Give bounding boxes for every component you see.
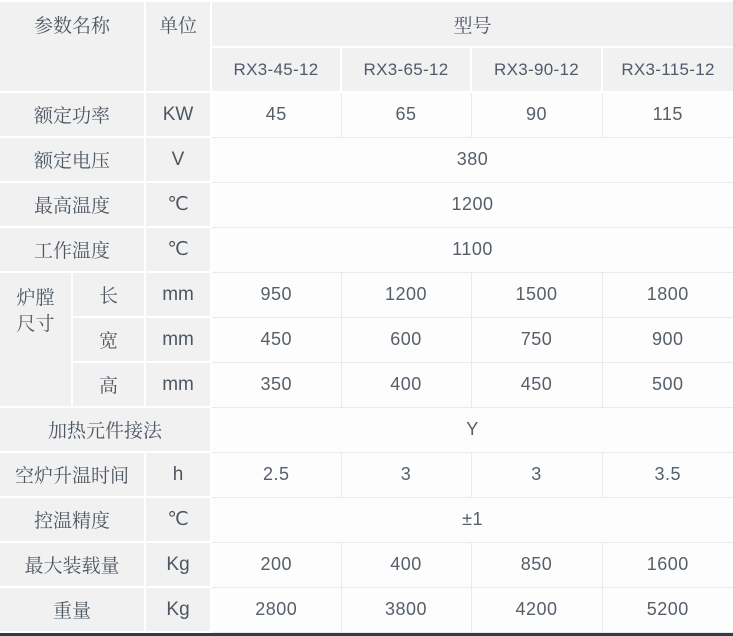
value-cell: 450 (211, 317, 341, 362)
table-row (0, 227, 733, 272)
table-row (0, 92, 733, 137)
unit-cell: mm (145, 317, 211, 362)
table-row (0, 137, 733, 182)
span-value-cell: 380 (211, 137, 733, 182)
model-name-cell: RX3-90-12 (471, 47, 602, 92)
model-name-cell: RX3-115-12 (602, 47, 733, 92)
unit-cell: KW (145, 92, 211, 137)
value-cell: 45 (211, 92, 341, 137)
table-row (0, 182, 733, 227)
value-cell: 3 (341, 452, 471, 497)
value-cell: 5200 (602, 587, 733, 632)
value-cell: 2.5 (211, 452, 341, 497)
group-label-cell (0, 272, 72, 407)
value-cell: 450 (471, 362, 602, 407)
param-name-header: 参数名称 (0, 2, 145, 92)
param-label-cell: 宽 (72, 317, 145, 362)
param-label-cell: 空炉升温时间 (0, 452, 145, 497)
value-cell: 3 (471, 452, 602, 497)
param-label-cell: 加热元件接法 (0, 407, 211, 452)
value-cell: 90 (471, 92, 602, 137)
span-value-cell: 1100 (211, 227, 733, 272)
param-label-cell: 额定电压 (0, 137, 145, 182)
unit-cell: ℃ (145, 182, 211, 227)
model-header: 型号 (211, 2, 733, 47)
span-value-cell: Y (211, 407, 733, 452)
value-cell: 4200 (471, 587, 602, 632)
value-cell: 3800 (341, 587, 471, 632)
group-label-line: 炉膛 (16, 288, 55, 309)
table-row (0, 407, 733, 452)
unit-cell: Kg (145, 587, 211, 632)
model-name-cell: RX3-45-12 (211, 47, 341, 92)
model-name-cell: RX3-65-12 (341, 47, 471, 92)
value-cell: 1800 (602, 272, 733, 317)
unit-cell: h (145, 452, 211, 497)
unit-cell: mm (145, 272, 211, 317)
param-label-cell: 重量 (0, 587, 145, 632)
table-row (0, 317, 733, 362)
unit-cell: ℃ (145, 227, 211, 272)
param-label-cell: 最大装载量 (0, 542, 145, 587)
value-cell: 400 (341, 542, 471, 587)
value-cell: 2800 (211, 587, 341, 632)
value-cell: 115 (602, 92, 733, 137)
param-label-cell: 工作温度 (0, 227, 145, 272)
unit-cell: mm (145, 362, 211, 407)
table-row (0, 587, 733, 632)
unit-cell: ℃ (145, 497, 211, 542)
unit-header: 单位 (145, 2, 211, 92)
table-row (0, 272, 733, 317)
param-label-cell: 长 (72, 272, 145, 317)
unit-cell: V (145, 137, 211, 182)
value-cell: 600 (341, 317, 471, 362)
table-row (0, 452, 733, 497)
table-row (0, 362, 733, 407)
value-cell: 350 (211, 362, 341, 407)
spec-table (0, 2, 733, 633)
value-cell: 850 (471, 542, 602, 587)
param-label-cell: 额定功率 (0, 92, 145, 137)
value-cell: 1600 (602, 542, 733, 587)
value-cell: 1200 (341, 272, 471, 317)
span-value-cell: ±1 (211, 497, 733, 542)
value-cell: 900 (602, 317, 733, 362)
header-row-1 (0, 2, 733, 47)
unit-cell: Kg (145, 542, 211, 587)
value-cell: 200 (211, 542, 341, 587)
table-row (0, 542, 733, 587)
value-cell: 950 (211, 272, 341, 317)
group-label-line: 尺寸 (16, 314, 55, 335)
table-row (0, 497, 733, 542)
value-cell: 3.5 (602, 452, 733, 497)
value-cell: 500 (602, 362, 733, 407)
value-cell: 1500 (471, 272, 602, 317)
value-cell: 400 (341, 362, 471, 407)
value-cell: 750 (471, 317, 602, 362)
param-label-cell: 最高温度 (0, 182, 145, 227)
span-value-cell: 1200 (211, 182, 733, 227)
param-label-cell: 高 (72, 362, 145, 407)
param-label-cell: 控温精度 (0, 497, 145, 542)
value-cell: 65 (341, 92, 471, 137)
